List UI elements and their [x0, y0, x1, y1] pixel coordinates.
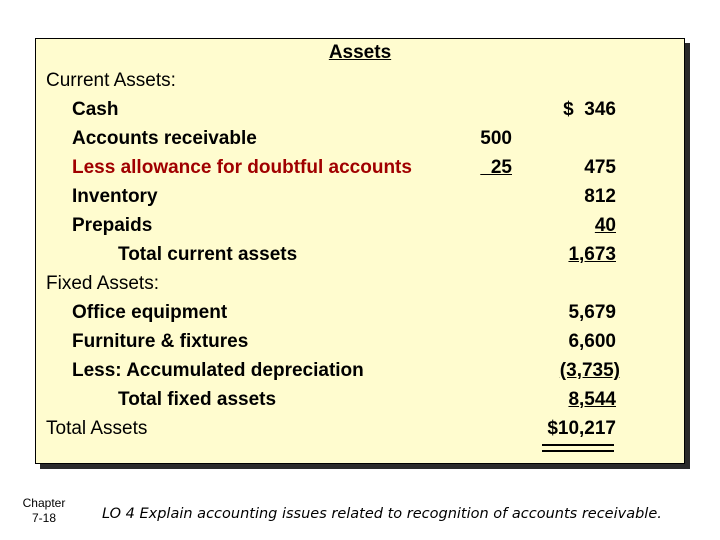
allowance-label: Less allowance for doubtful accounts [72, 157, 412, 178]
inventory-row [0, 186, 720, 210]
assets-title: Assets [328, 42, 392, 63]
fixed-assets-heading: Fixed Assets: [46, 273, 159, 294]
total-double-underline [542, 444, 614, 452]
total-fixed-assets-row [0, 389, 720, 413]
cash-amount: $ 346 [563, 99, 616, 120]
prepaids-label: Prepaids [72, 215, 153, 236]
learning-objective: LO 4 Explain accounting issues related to recognition of accounts receivable. [102, 506, 662, 522]
prepaids-amount: 40 [594, 215, 616, 236]
furniture-row [0, 331, 720, 355]
accounts-receivable-label: Accounts receivable [72, 128, 257, 149]
total-current-assets-row [0, 244, 720, 268]
accounts-receivable-amount: 500 [480, 128, 512, 149]
accumulated-depreciation-row [0, 360, 720, 384]
furniture-label: Furniture & fixtures [72, 331, 249, 352]
total-fixed-assets-amount: 8,544 [568, 389, 616, 410]
current-assets-heading-row [0, 70, 720, 94]
office-equipment-row [0, 302, 720, 326]
chapter-label: Chapter [22, 496, 66, 510]
total-assets-label: Total Assets [46, 418, 148, 439]
office-equipment-amount: 5,679 [568, 302, 616, 323]
chapter-number: 7-18 [31, 511, 57, 525]
furniture-amount: 6,600 [568, 331, 616, 352]
allowance-row [0, 157, 720, 181]
total-assets-row [0, 418, 720, 442]
prepaids-row [0, 215, 720, 239]
office-equipment-label: Office equipment [72, 302, 228, 323]
cash-label: Cash [72, 99, 119, 120]
total-current-assets-label: Total current assets [118, 244, 298, 265]
current-assets-heading: Current Assets: [46, 70, 176, 91]
total-assets-amount: $10,217 [547, 418, 616, 439]
accumulated-depreciation-label: Less: Accumulated depreciation [72, 360, 364, 381]
total-fixed-assets-label: Total fixed assets [118, 389, 277, 410]
total-current-assets-amount: 1,673 [568, 244, 616, 265]
accumulated-depreciation-amount: (3,735) [559, 360, 620, 381]
accounts-receivable-row [0, 128, 720, 152]
fixed-assets-heading-row [0, 273, 720, 297]
cash-row [0, 99, 720, 123]
chapter-reference [10, 496, 78, 526]
allowance-amount: 25 [480, 157, 512, 178]
net-receivable-amount: 475 [584, 157, 616, 178]
inventory-label: Inventory [72, 186, 158, 207]
inventory-amount: 812 [584, 186, 616, 207]
